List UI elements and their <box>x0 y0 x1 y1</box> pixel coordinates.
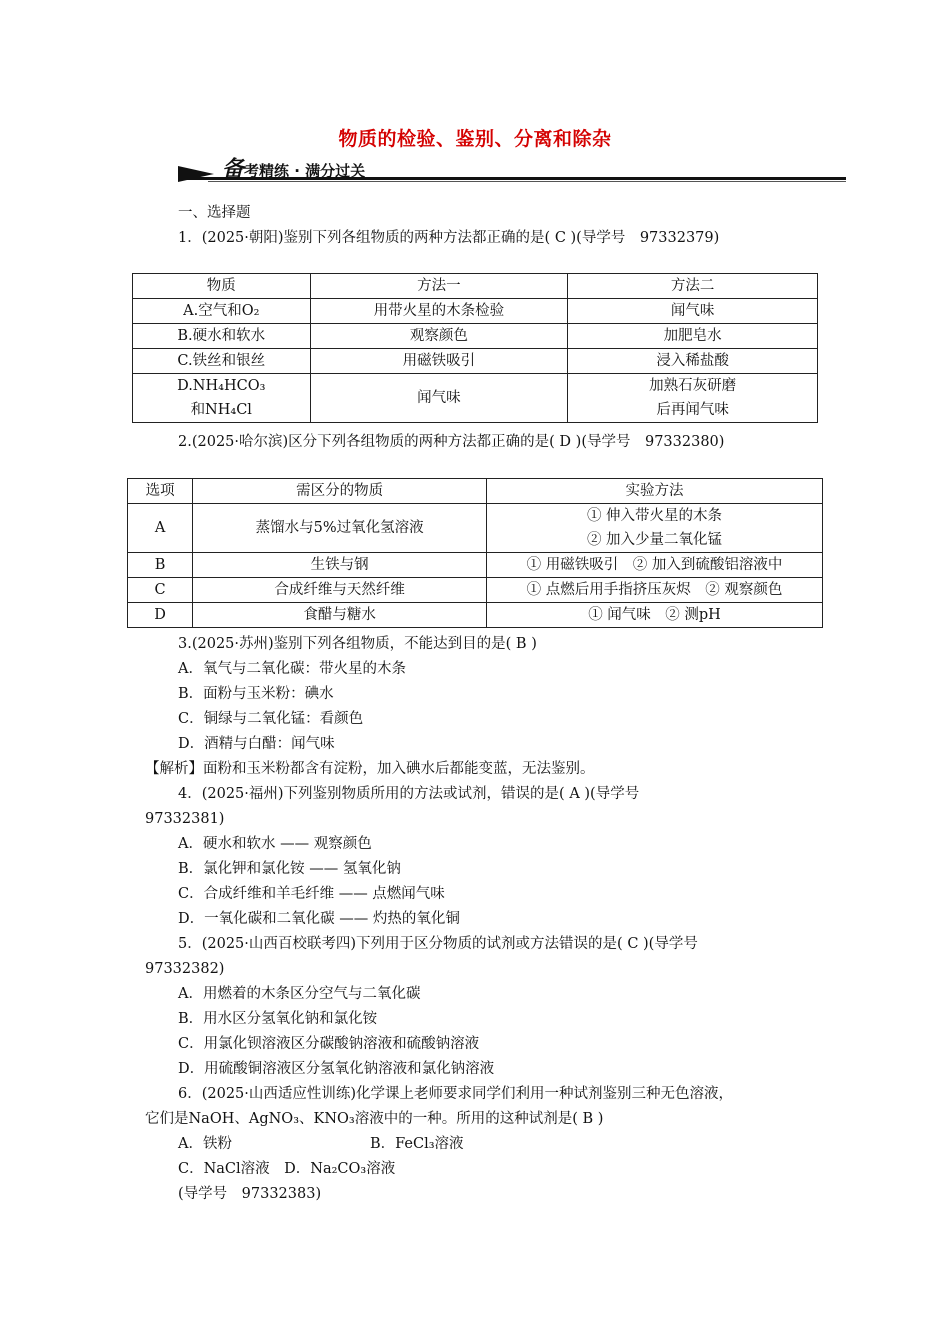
q1-table <box>132 273 818 423</box>
table-cell: ① 闻气味 ② 测pH <box>487 603 823 628</box>
q5-option-d: D．用硫酸铜溶液区分氢氧化钠溶液和氯化钠溶液 <box>178 1061 495 1077</box>
cell-line: 加熟石灰研磨 <box>649 378 737 394</box>
table-cell: D <box>128 603 193 628</box>
q4-option-a: A．硬水和软水 —— 观察颜色 <box>178 836 372 852</box>
table-header: 方法一 <box>310 274 568 299</box>
table-row <box>128 578 823 603</box>
q6-stem: 6．(2025·山西适应性训练)化学课上老师要求同学们利用一种试剂鉴别三种无色溶液， <box>178 1086 734 1102</box>
banner-text: 考精练 · 满分过关 <box>244 162 366 180</box>
section-banner <box>178 150 846 184</box>
cell-line: ① 伸入带火星的木条 <box>586 508 723 524</box>
table-cell <box>568 374 818 423</box>
table-cell: 加肥皂水 <box>568 324 818 349</box>
cell-line: ② 加入少量二氧化锰 <box>586 532 723 548</box>
table-row <box>133 374 818 423</box>
q3-option-c: C．铜绿与二氧化锰：看颜色 <box>178 711 364 727</box>
table-cell <box>133 374 311 423</box>
q3-analysis: 【解析】面粉和玉米粉都含有淀粉，加入碘水后都能变蓝，无法鉴别。 <box>145 761 595 777</box>
q4-stem: 4．(2025·福州)下列鉴别物质所用的方法或试剂，错误的是( A )(导学号 <box>178 786 640 802</box>
table-row <box>133 324 818 349</box>
cell-line: 后再闻气味 <box>656 402 729 418</box>
table-cell: 闻气味 <box>310 374 568 423</box>
table-cell: 合成纤维与天然纤维 <box>193 578 487 603</box>
table-header: 物质 <box>133 274 311 299</box>
banner-big-char: 备 <box>222 157 245 182</box>
table-cell: A <box>128 504 193 553</box>
table-cell: B <box>128 553 193 578</box>
q3-option-d: D．酒精与白醋：闻气味 <box>178 736 335 752</box>
table-row <box>128 603 823 628</box>
table-cell: 食醋与糖水 <box>193 603 487 628</box>
q1-stem: 1．(2025·朝阳)鉴别下列各组物质的两种方法都正确的是( C )(导学号 97332379) <box>178 230 720 246</box>
q2-table <box>127 478 823 628</box>
table-row <box>128 479 823 504</box>
table-cell: 闻气味 <box>568 299 818 324</box>
table-cell: 生铁与钢 <box>193 553 487 578</box>
table-header: 实验方法 <box>487 479 823 504</box>
q6-guide-number: (导学号 97332383) <box>178 1186 322 1202</box>
q5-option-c: C．用氯化钡溶液区分碳酸钠溶液和硫酸钠溶液 <box>178 1036 480 1052</box>
table-row <box>133 299 818 324</box>
table-cell: 用带火星的木条检验 <box>310 299 568 324</box>
table-row <box>133 274 818 299</box>
table-header: 需区分的物质 <box>193 479 487 504</box>
table-cell <box>487 504 823 553</box>
table-cell: 用磁铁吸引 <box>310 349 568 374</box>
section-heading: 一、选择题 <box>178 205 251 221</box>
q5-option-a: A．用燃着的木条区分空气与二氧化碳 <box>178 986 421 1002</box>
q5-stem: 5．(2025·山西百校联考四)下列用于区分物质的试剂或方法错误的是( C )(导学号 <box>178 936 698 952</box>
q4-stem-cont: 97332381) <box>145 811 225 827</box>
table-cell: ① 点燃后用手指挤压灰烬 ② 观察颜色 <box>487 578 823 603</box>
q5-option-b: B．用水区分氢氧化钠和氯化铵 <box>178 1011 378 1027</box>
q6-stem-cont: 它们是NaOH、AgNO₃、KNO₃溶液中的一种。所用的这种试剂是( B ) <box>145 1111 604 1127</box>
q4-option-d: D．一氧化碳和二氧化碳 —— 灼热的氧化铜 <box>178 911 460 927</box>
cell-line: D.NH₄HCO₃ <box>177 378 266 394</box>
q6-option-cd: C．NaCl溶液 D．Na₂CO₃溶液 <box>178 1161 396 1177</box>
q3-option-a: A．氧气与二氧化碳：带火星的木条 <box>178 661 406 677</box>
table-cell: A.空气和O₂ <box>133 299 311 324</box>
table-cell: 观察颜色 <box>310 324 568 349</box>
page-title: 物质的检验、鉴别、分离和除杂 <box>338 128 612 150</box>
q2-stem: 2.(2025·哈尔滨)区分下列各组物质的两种方法都正确的是( D )(导学号 97332380) <box>178 434 725 450</box>
table-cell: 蒸馏水与5%过氧化氢溶液 <box>193 504 487 553</box>
table-cell: ① 用磁铁吸引 ② 加入到硫酸铝溶液中 <box>487 553 823 578</box>
table-header: 选项 <box>128 479 193 504</box>
table-cell: B.硬水和软水 <box>133 324 311 349</box>
q4-option-b: B．氯化钾和氯化铵 —— 氢氧化钠 <box>178 861 401 877</box>
table-header: 方法二 <box>568 274 818 299</box>
q4-option-c: C．合成纤维和羊毛纤维 —— 点燃闻气味 <box>178 886 445 902</box>
table-cell: C <box>128 578 193 603</box>
table-row <box>133 349 818 374</box>
q6-option-a: A．铁粉 <box>178 1136 232 1152</box>
table-cell: 浸入稀盐酸 <box>568 349 818 374</box>
q5-stem-cont: 97332382) <box>145 961 225 977</box>
table-cell: C.铁丝和银丝 <box>133 349 311 374</box>
cell-line: 和NH₄Cl <box>190 402 252 418</box>
table-row <box>128 553 823 578</box>
table-row <box>128 504 823 553</box>
q6-option-b: B．FeCl₃溶液 <box>370 1136 464 1152</box>
q3-option-b: B．面粉与玉米粉：碘水 <box>178 686 334 702</box>
banner-label <box>222 152 365 183</box>
q3-stem: 3.(2025·苏州)鉴别下列各组物质，不能达到目的是( B ) <box>178 636 537 652</box>
